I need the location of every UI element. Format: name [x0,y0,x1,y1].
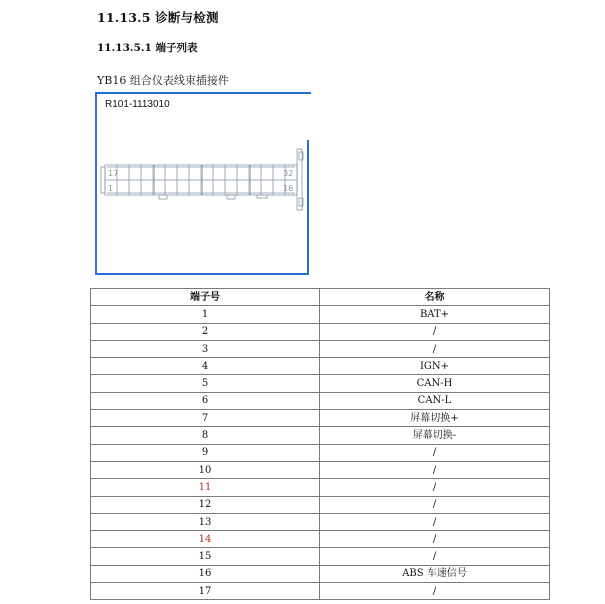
pin-number-cell: 13 [91,513,320,530]
table-row [91,461,550,478]
table-row [91,323,550,340]
pin-name-cell: / [320,340,550,357]
table-row [91,548,550,565]
connector-body [101,149,303,210]
table-row [91,306,550,323]
pin-number-cell: 16 [91,565,320,582]
pin-number-cell: 5 [91,375,320,392]
pin-number-cell: 17 [91,583,320,600]
pin-name-cell: ABS 车速信号 [320,565,550,582]
table-row [91,565,550,582]
pin-name-cell: CAN-L [320,392,550,409]
pin-name-cell: IGN+ [320,358,550,375]
pin-name-cell: / [320,461,550,478]
pin-name-cell: / [320,513,550,530]
pin-number-cell: 4 [91,358,320,375]
pin-number-cell: 9 [91,444,320,461]
table-header-row [91,289,550,306]
pin-number-cell: 1 [91,306,320,323]
pin-number-cell: 12 [91,496,320,513]
table-row [91,410,550,427]
table-row [91,392,550,409]
pin-number-cell: 3 [91,340,320,357]
table-row [91,444,550,461]
table-row [91,427,550,444]
table-row [91,375,550,392]
connector-caption: YB16 组合仪表线束插接件 [97,74,229,87]
connector-drawing [97,92,311,275]
pin-label-top-right: 32 [283,169,294,178]
pin-name-cell: BAT+ [320,306,550,323]
pin-name-cell: / [320,479,550,496]
terminal-table [90,288,550,600]
pin-name-cell: / [320,531,550,548]
pin-name-cell: / [320,444,550,461]
part-number: R101-1113010 [105,99,170,110]
pin-name-cell: / [320,583,550,600]
pin-number-cell: 7 [91,410,320,427]
table-row [91,513,550,530]
pin-name-cell: / [320,323,550,340]
pin-number-cell: 11 [91,479,320,496]
pin-label-bottom-left: 1 [108,184,114,193]
pin-name-cell: / [320,496,550,513]
subsection-heading: 11.13.5.1 端子列表 [97,42,198,54]
header-pin: 端子号 [91,289,320,306]
table-row [91,531,550,548]
pin-number-cell: 15 [91,548,320,565]
pin-name-cell: 屏幕切换+ [320,410,550,427]
table-row [91,358,550,375]
header-name: 名称 [320,289,550,306]
table-row [91,479,550,496]
pin-name-cell: CAN-H [320,375,550,392]
table-row [91,583,550,600]
table-row [91,496,550,513]
pin-label-top-left: 17 [108,169,119,178]
connector-figure [95,92,309,275]
pin-number-cell: 6 [91,392,320,409]
pin-name-cell: / [320,548,550,565]
pin-number-cell: 2 [91,323,320,340]
pin-label-bottom-right: 16 [283,184,294,193]
section-heading: 11.13.5 诊断与检测 [97,10,219,25]
pin-number-cell: 10 [91,461,320,478]
pin-name-cell: 屏幕切换- [320,427,550,444]
table-row [91,340,550,357]
pin-number-cell: 14 [91,531,320,548]
pin-number-cell: 8 [91,427,320,444]
